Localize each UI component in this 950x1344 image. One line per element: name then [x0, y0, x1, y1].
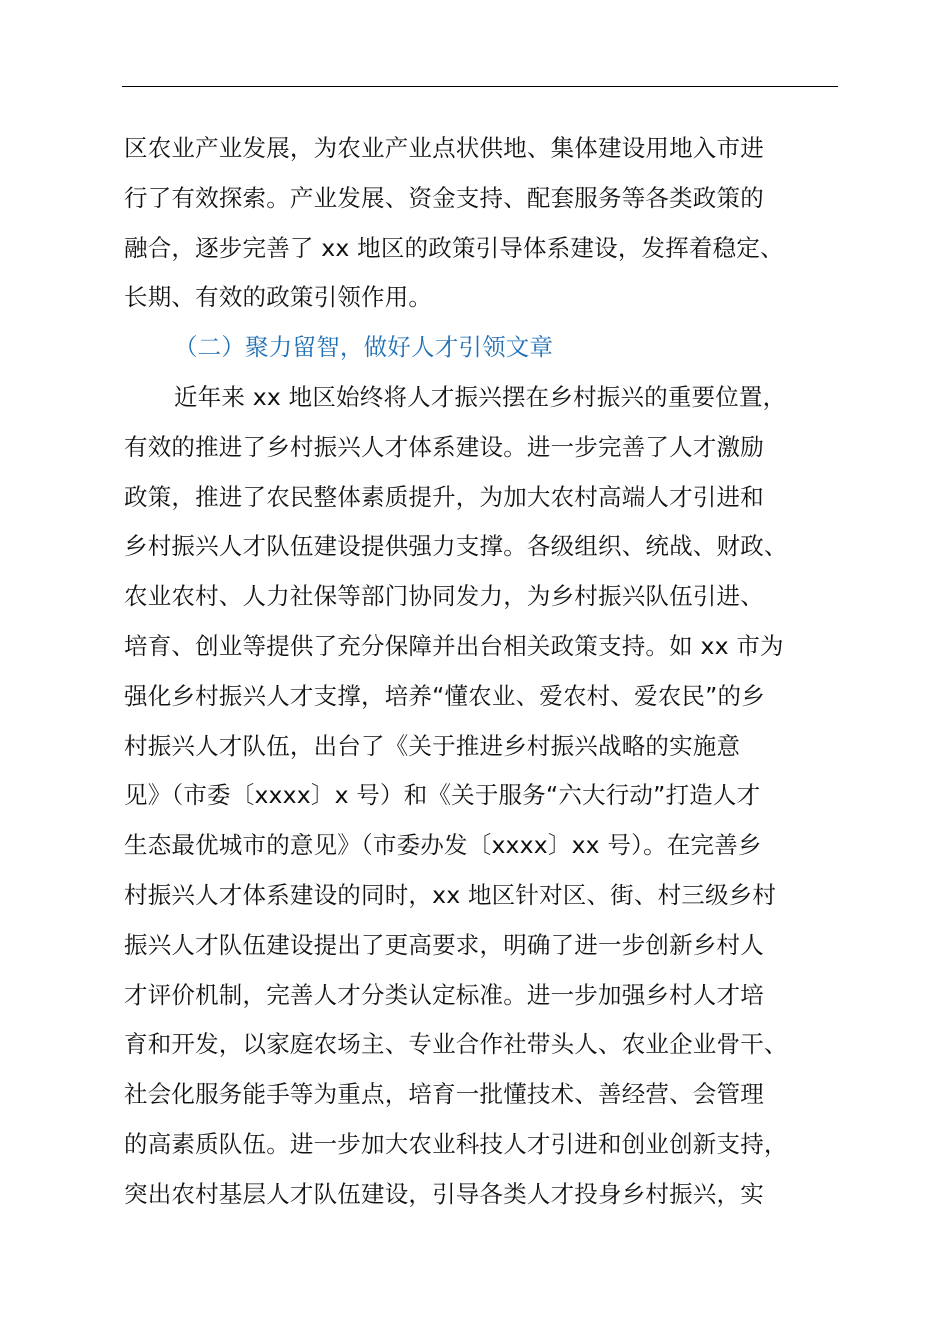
text-line: 社会化服务能手等为重点，培育一批懂技术、善经营、会管理	[124, 1080, 764, 1109]
text-line: 振兴人才队伍建设提出了更高要求，明确了进一步创新乡村人	[124, 930, 764, 959]
text-line: 近年来 xx 地区始终将人才振兴摆在乡村振兴的重要位置，	[174, 382, 787, 411]
text-line: 生态最优城市的意见》（市委办发〔xxxx〕xx 号）。在完善乡	[124, 831, 762, 860]
text-line: 强化乡村振兴人才支撑，培养“懂农业、爱农村、爱农民”的乡	[124, 681, 765, 710]
text-line: 突出农村基层人才队伍建设，引导各类人才投身乡村振兴，实	[124, 1179, 764, 1208]
text-line: 的高素质队伍。进一步加大农业科技人才引进和创业创新支持，	[124, 1129, 788, 1158]
text-line: 村振兴人才队伍，出台了《关于推进乡村振兴战略的实施意	[124, 731, 741, 760]
header-rule	[122, 86, 838, 87]
text-line: 有效的推进了乡村振兴人才体系建设。进一步完善了人才激励	[124, 432, 764, 461]
text-line: 农业农村、人力社保等部门协同发力，为乡村振兴队伍引进、	[124, 582, 764, 611]
text-line: 政策，推进了农民整体素质提升，为加大农村高端人才引进和	[124, 482, 764, 511]
document-body	[124, 124, 840, 1220]
text-line: 才评价机制，完善人才分类认定标准。进一步加强乡村人才培	[124, 980, 764, 1009]
text-line: 行了有效探索。产业发展、资金支持、配套服务等各类政策的	[124, 183, 764, 212]
text-line: 乡村振兴人才队伍建设提供强力支撑。各级组织、统战、财政、	[124, 532, 788, 561]
text-line: 村振兴人才体系建设的同时，xx 地区针对区、街、村三级乡村	[124, 880, 777, 909]
text-line: 长期、有效的政策引领作用。	[124, 283, 433, 312]
section-heading: （二）聚力留智，做好人才引领文章	[174, 333, 554, 362]
text-line: 育和开发，以家庭农场主、专业合作社带头人、农业企业骨干、	[124, 1030, 788, 1059]
text-line: 培育、创业等提供了充分保障并出台相关政策支持。如 xx 市为	[124, 631, 784, 660]
text-line: 见》（市委〔xxxx〕x 号）和《关于服务“六大行动”打造人才	[124, 781, 761, 810]
text-line: 融合，逐步完善了 xx 地区的政策引导体系建设，发挥着稳定、	[124, 233, 784, 262]
text-line: 区农业产业发展，为农业产业点状供地、集体建设用地入市进	[124, 134, 764, 162]
